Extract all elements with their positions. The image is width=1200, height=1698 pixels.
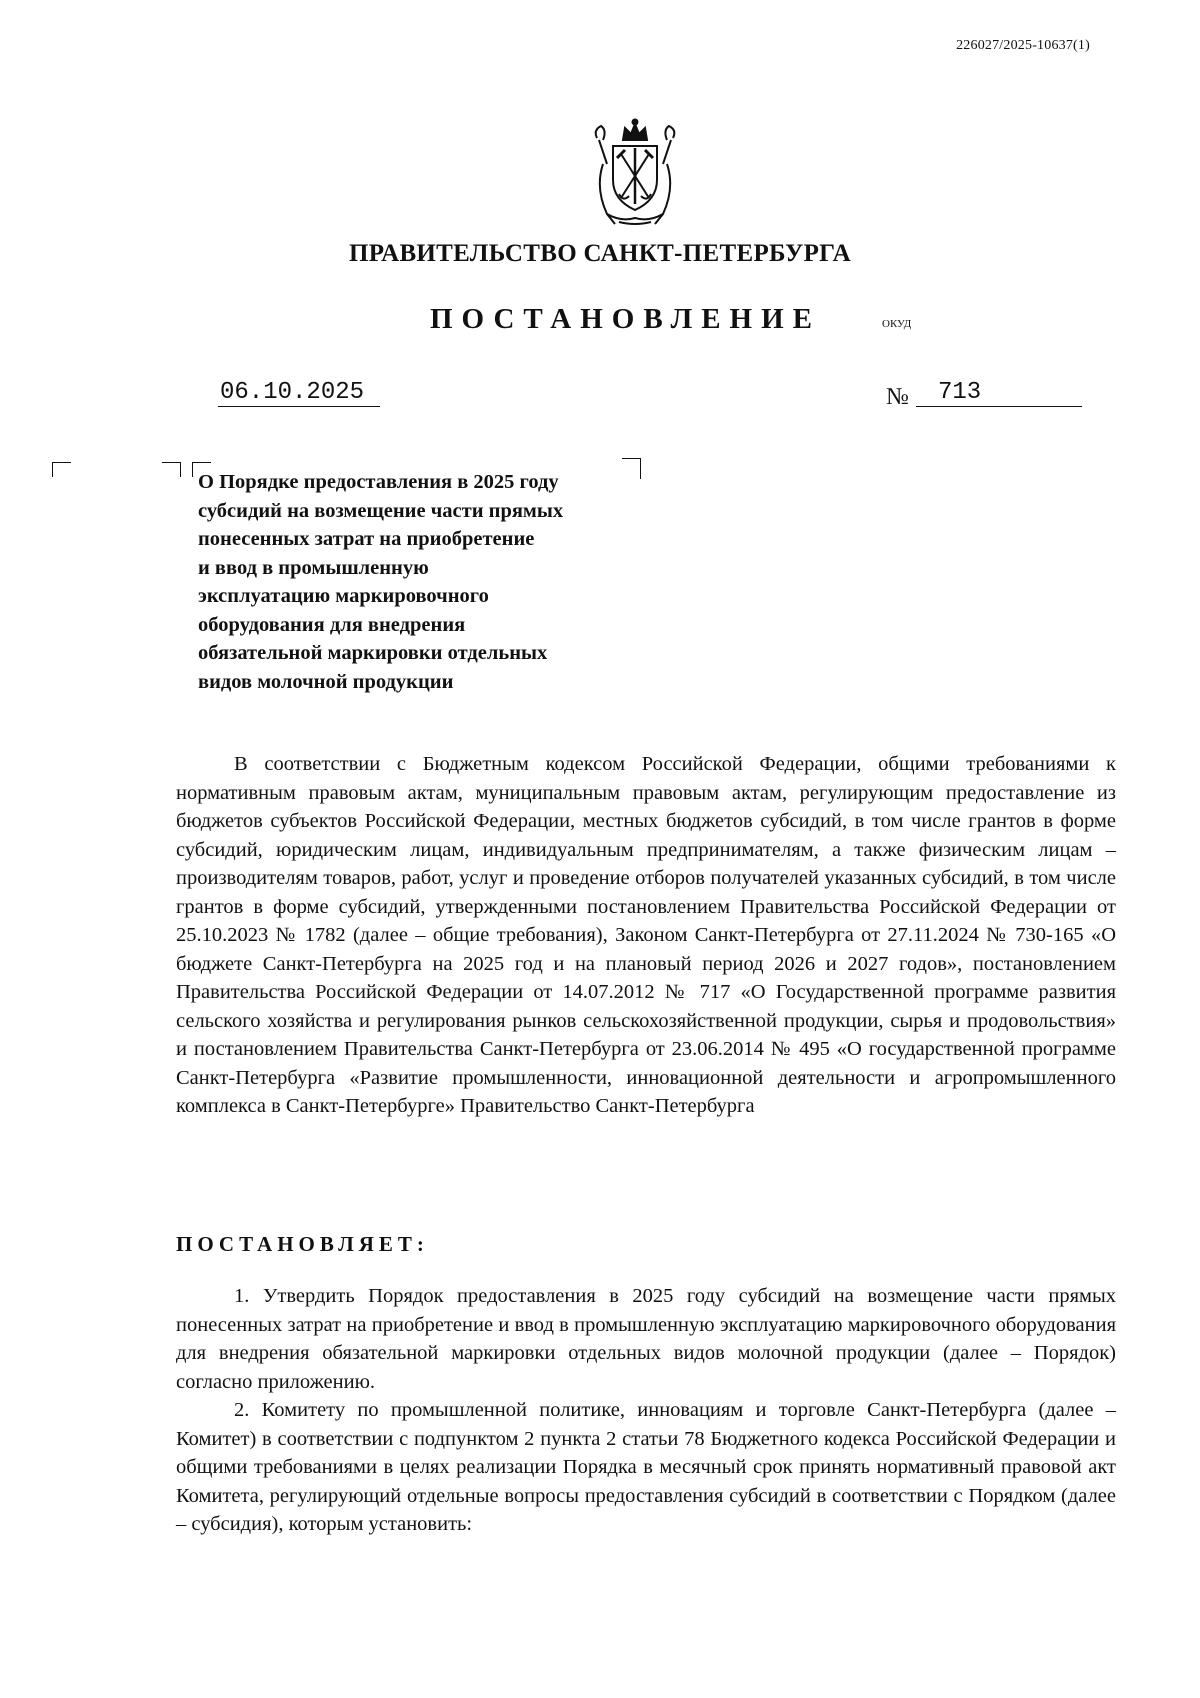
document-date: 06.10.2025 bbox=[218, 380, 380, 407]
subject-line: О Порядке предоставления в 2025 году bbox=[198, 471, 559, 493]
subject-line: обязательной маркировки отдельных bbox=[198, 642, 548, 664]
government-title: ПРАВИТЕЛЬСТВО САНКТ-ПЕТЕРБУРГА bbox=[348, 240, 852, 267]
preamble-paragraph: В соответствии с Бюджетным кодексом Российской Федерации, общими требованиями к нормативным правовым актам, муниципальным правовым актам, регулирующим предоставление из бюджетов субъектов Российской Федерации, местных бюджетов субсидий, в том числе грантов в форме субсидий, юридическим лицам, индивидуальным предпринимателям, а также физическим лицам – производителям товаров, работ, услуг и проведение отборов получателей указанных субсидий, в том числе грантов в форме субсидий, утвержденными постановлением Правительства Российской Федерации от 25.10.2023 № 1782 (далее – общие требования), Законом Санкт-Петербурга от 27.11.2024 № 730-165 «О бюджете Санкт-Петербурга на 2025 год и на плановый период 2026 и 2027 годов», постановлением Правительства Российской Федерации от 14.07.2012 № 717 «О Государственной программе развития сельского хозяйства и регулирования рынков сельскохозяйственной продукции, сырья и продовольствия» и постановлением Правительства Санкт-Петербурга от 23.06.2014 № 495 «О государственной программе Санкт-Петербурга «Развитие промышленности, инновационной деятельности и агропромышленного комплекса в Санкт-Петербурге» Правительство Санкт-Петербурга bbox=[176, 753, 1116, 1117]
corner-mark-mid-right bbox=[162, 462, 181, 477]
resolves-heading: ПОСТАНОВЛЯЕТ: bbox=[176, 1232, 429, 1256]
okud-label: ОКУД bbox=[882, 318, 912, 330]
subject-line: субсидий на возмещение части прямых bbox=[198, 499, 564, 522]
subject-line: и ввод в промышленную bbox=[198, 556, 429, 579]
registration-number: 226027/2025-10637(1) bbox=[956, 38, 1090, 53]
number-sign: № bbox=[886, 384, 909, 410]
document-number: 713 bbox=[916, 380, 1082, 407]
item-paragraph-2: 2. Комитету по промышленной политике, инновациям и торговле Санкт-Петербурга (далее – Комитет) в соответствии с подпунктом 2 пункта 2 статьи 78 Бюджетного кодекса Российской Федерации и общими требованиями в целях реализации Порядка в месячный срок принять нормативный правовой акт Комитета, регулирующий отдельные вопросы предоставления субсидий в соответствии с Порядком (далее – субсидия), которым установить: bbox=[176, 1399, 1116, 1535]
spb-coat-of-arms-icon bbox=[585, 118, 685, 228]
document-subject bbox=[198, 468, 638, 696]
subject-line: оборудования для внедрения bbox=[198, 613, 466, 636]
corner-mark-left bbox=[52, 462, 71, 477]
subject-line: видов молочной продукции bbox=[198, 670, 454, 693]
document-type: ПОСТАНОВЛЕНИЕ bbox=[430, 303, 822, 335]
subject-line: эксплуатацию маркировочного bbox=[198, 585, 489, 607]
item-paragraph-1: 1. Утвердить Порядок предоставления в 2025 году субсидий на возмещение части прямых понесенных затрат на приобретение и ввод в промышленную эксплуатацию маркировочного оборудования для внедрения обязательной маркировки отдельных видов молочной продукции (далее – Порядок) согласно приложению. bbox=[176, 1285, 1116, 1393]
subject-line: понесенных затрат на приобретение bbox=[198, 528, 535, 550]
